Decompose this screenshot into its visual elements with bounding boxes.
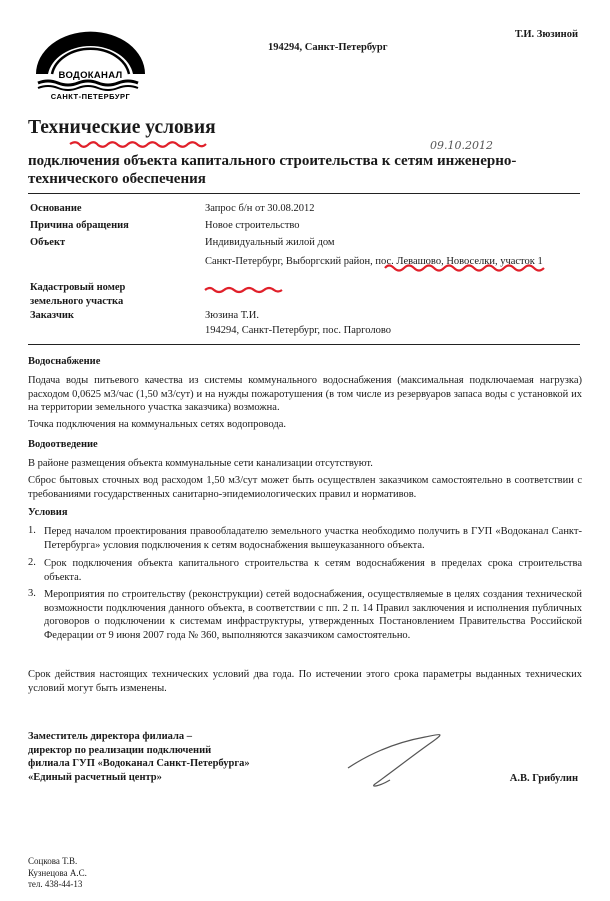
footer-line-2: Кузнецова А.С. [28,867,87,878]
condition-number: 2. [28,557,36,568]
sender-address: 194294, Санкт-Петербург [268,42,388,53]
customer-label: Заказчик [30,310,74,321]
logo-subtitle: САНКТ-ПЕТЕРБУРГ [50,92,131,101]
handwritten-date: 09.10.2012 [430,139,493,152]
document-title: Технические условия [28,117,216,138]
conditions-heading: Условия [28,507,68,518]
condition-item: Перед началом проектирования правообладателю земельного участка необходимо получить в ГУП «Водоканал Санкт-Петербурга» условия подключения к сетям водоснабжения вышеуказанного объекта. [44,526,582,551]
footer-line-1: Соцкова Т.В. [28,856,78,866]
footer-line-3: тел. 438-44-13 [28,879,83,889]
redaction-mark-recipient [70,142,206,147]
sewerage-heading: Водоотведение [28,439,98,450]
condition-number: 3. [28,588,36,599]
reason-value: Новое строительство [205,220,300,231]
condition-item: Срок подключения объекта капитального строительства к сетям водоснабжения в пределах срока строительства объекта. [44,558,582,583]
signature-icon [348,735,440,787]
cadastral-label [30,281,125,308]
basis-label: Основание [30,203,82,214]
signature-line-4: «Единый расчетный центр» [28,771,162,783]
signature-block [28,730,250,784]
redaction-mark-cadastral-number [205,288,282,292]
water-supply-heading: Водоснабжение [28,356,101,367]
condition-number: 1. [28,525,36,536]
document-subtitle: подключения объекта капитального строительства к сетям инженерно-технического обеспечения [28,153,517,187]
customer-address: 194294, Санкт-Петербург, пос. Парголово [205,325,391,336]
sewerage-paragraph-1: В районе размещения объекта коммунальные сети канализации отсутствуют. [28,458,373,469]
object-address: Санкт-Петербург, Выборгский район, пос. Левашово, Новоселки, участок 1 [205,256,543,267]
recipient: Т.И. Зюзиной [514,29,578,40]
customer-name: Зюзина Т.И. [205,310,259,321]
signature-line-1: Заместитель директора филиала – [28,731,192,742]
reason-label: Причина обращения [30,220,129,231]
signature-line-2: директор по реализации подключений [28,744,212,756]
cadastral-label-line-2: земельного участка [30,295,124,307]
details-divider [28,344,580,345]
connection-point: Точка подключения на коммунальных сетях водопровода. [28,419,287,430]
logo-arch-icon [36,32,145,90]
top-divider [28,193,580,194]
basis-value: Запрос б/н от 30.08.2012 [205,203,315,214]
validity-text: Срок действия настоящих технических условий два года. По истечении этого срока параметры выданных технических условий могут быть изменены. [28,669,582,694]
object-value: Индивидуальный жилой дом [205,237,335,248]
cadastral-label-line-1: Кадастровый номер [30,282,126,293]
logo-title: ВОДОКАНАЛ [58,70,123,81]
sewerage-paragraph-2: Сброс бытовых сточных вод расходом 1,50 м3/сут может быть осуществлен заказчиком самостоятельно в соответствии с требованиями государственных санитарно-эпидемиологических правил и нормативов. [28,475,582,500]
signer-name: А.В. Грибулин [509,773,578,784]
object-label: Объект [30,237,66,248]
water-supply-paragraph: Подача воды питьевого качества из системы коммунального водоснабжения (максимальная подключаемая нагрузка) расходом 0,0625 м3/час (1,50 м3/сут) и на нужды пожаротушения (в том числе из резервуаров запаса воды с установкой их на территории земельного участка заказчика) возможна. [28,375,582,413]
signature-line-3: филиала ГУП «Водоканал Санкт-Петербурга» [28,758,250,769]
condition-item: Мероприятия по строительству (реконструкции) сетей водоснабжения, осуществляемые в целях создания технической возможности подключения данного объекта, в соответствии с пп. 2 п. 14 Правил заключения и исполнения публичных договоров о подключении к системам инфраструктуры, утвержденных Постановлением Правительства Российской Федерации от 9 июня 2007 года № 360, выполняются заказчиком самостоятельно. [44,589,582,641]
footer-contacts [28,856,87,891]
